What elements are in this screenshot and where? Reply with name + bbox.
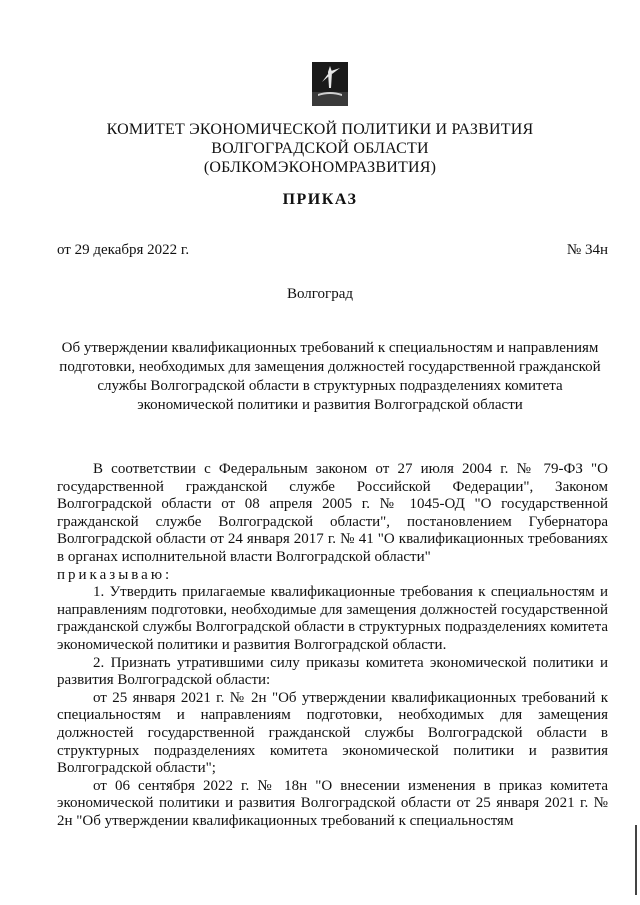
body-paragraph: В соответствии с Федеральным законом от 27 июля 2004 г. № 79-ФЗ "О государственной гражданской службе Российской Федерации", Законом Волгоградской области от 08 апреля 2005 г. № 1045-ОД "О государственной гражданской службе Волгоградской области", постановлением Губернатора Волгоградской области от 24 января 2017 г. № 41 "О квалификационных требованиях в органах исполнительной власти Волгоградской области" xyxy=(57,461,608,565)
body-paragraph: от 25 января 2021 г. № 2н "Об утверждении квалификационных требований к специальностям и направлениям подготовки, необходимых для замещения должностей государственной гражданской службы Волгоградской области в структурных подразделениях комитета экономической политики и развития Волгоградской области"; xyxy=(57,689,608,777)
body-paragraph: 1. Утвердить прилагаемые квалификационные требования к специальностям и направлениям подготовки, необходимые для замещения должностей государственной гражданской службы Волгоградской области в структурных подразделениях комитета экономической политики и развития Волгоградской области. xyxy=(57,584,608,653)
organization-name xyxy=(0,120,640,177)
org-line: (ОБЛКОМЭКОНОМРАЗВИТИЯ) xyxy=(203,159,437,176)
title-line: подготовки, необходимых для замещения должностей государственной гражданской xyxy=(59,359,601,375)
body-paragraph: от 06 сентября 2022 г. № 18н "О внесении изменения в приказ комитета экономической политики и развития Волгоградской области от 25 января 2021 г. № 2н "Об утверждении квалификационных требований к специальностям xyxy=(57,777,608,829)
document-city: Волгоград xyxy=(286,286,353,302)
title-line: экономической политики и развития Волгоградской области xyxy=(137,397,523,413)
body-paragraph: 2. Признать утратившими силу приказы комитета экономической политики и развития Волгоградской области: xyxy=(57,654,608,689)
order-word: приказываю: xyxy=(57,566,173,583)
scan-edge-mark xyxy=(635,825,637,895)
title-line: Об утверждении квалификационных требований к специальностям и направлениям xyxy=(61,340,599,356)
document-type: ПРИКАЗ xyxy=(282,191,358,208)
coat-of-arms-emblem xyxy=(312,62,348,106)
document-title xyxy=(40,339,620,415)
document-date: от 29 декабря 2022 г. xyxy=(57,242,190,258)
title-line: службы Волгоградской области в структурных подразделениях комитета xyxy=(97,378,563,394)
org-line: КОМИТЕТ ЭКОНОМИЧЕСКОЙ ПОЛИТИКИ И РАЗВИТИЯ xyxy=(106,121,534,138)
org-line: ВОЛГОГРАДСКОЙ ОБЛАСТИ xyxy=(211,140,429,157)
document-body xyxy=(57,461,608,830)
document-number: № 34н xyxy=(566,242,608,258)
